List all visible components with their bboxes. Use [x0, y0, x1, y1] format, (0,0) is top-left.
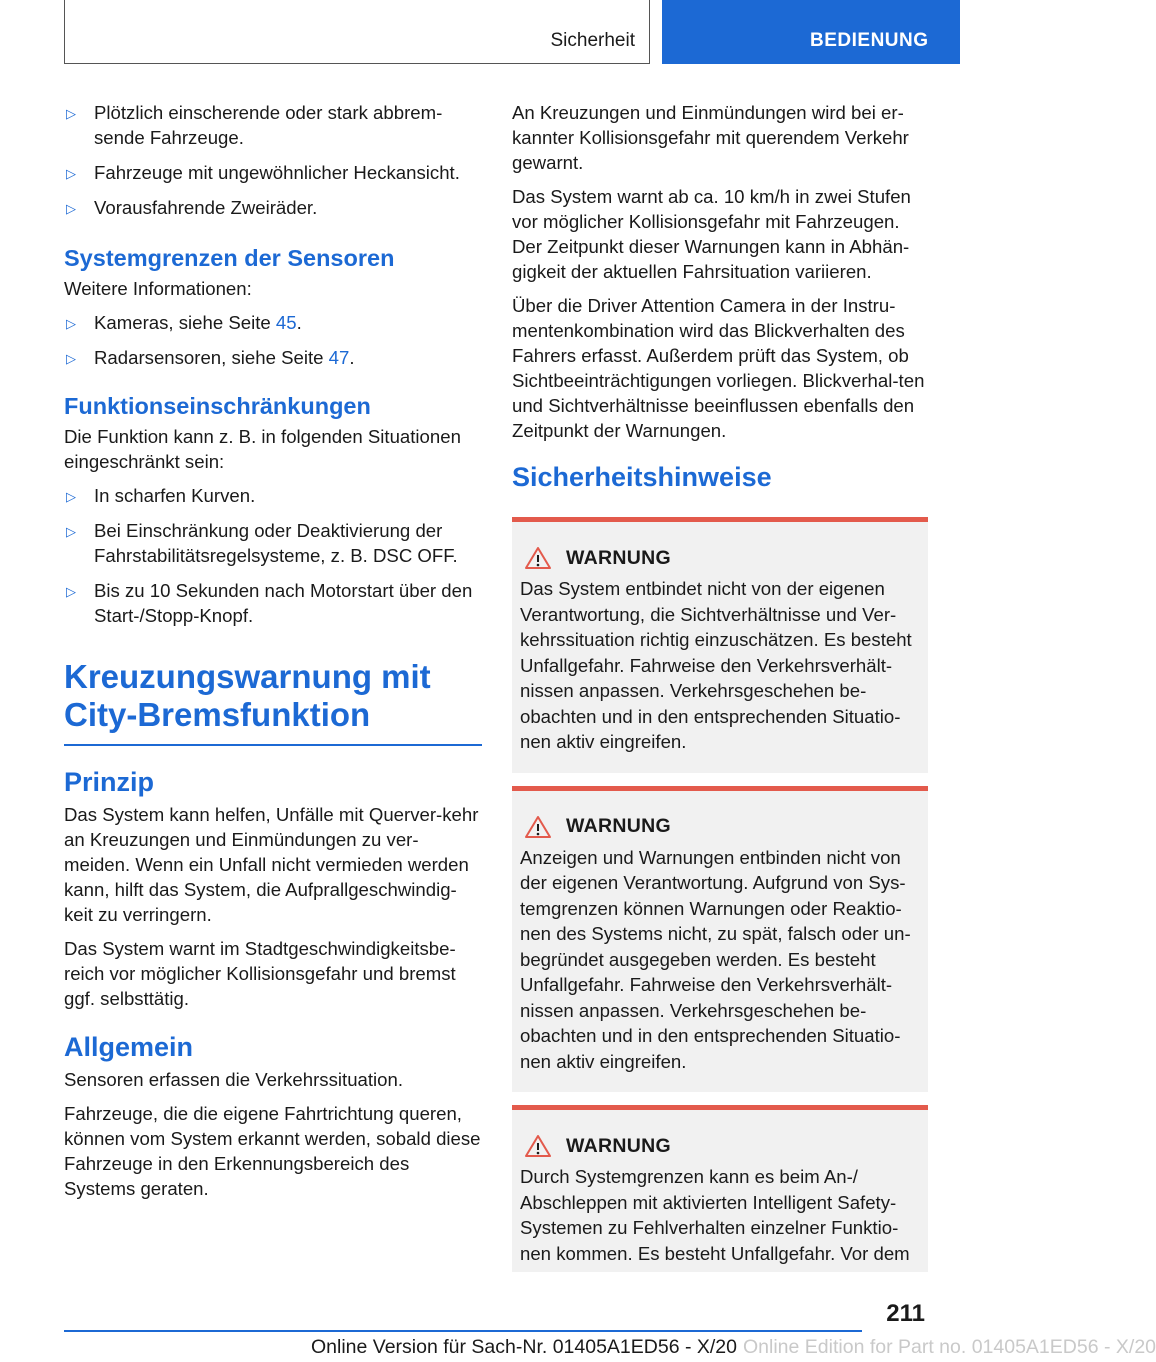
- warning-text: Durch Systemgrenzen kann es beim An-/ Abschleppen mit aktivierten Intelligent Safety-Systemen zu Fehlverhalten einzelner Funktio-nen kommen. Es besteht Unfallgefahr. Vor dem: [520, 1166, 910, 1264]
- list-item: ▷ Bis zu 10 Sekunden nach Motorstart über den Start-/Stopp-Knopf.: [66, 580, 473, 626]
- warning-box: [512, 517, 928, 773]
- page-link-45[interactable]: 45: [275, 312, 297, 333]
- list-item: ▷ Radarsensoren, siehe Seite 47.: [64, 345, 482, 370]
- warning-triangle-icon: [524, 815, 552, 839]
- page-number: 211: [886, 1300, 925, 1327]
- warning-box: [512, 786, 928, 1093]
- bullet-list-top: [64, 100, 482, 220]
- right-paragraph-3: Über die Driver Attention Camera in der Instru-mentenkombination wird das Blickverhalten des Fahrers erfasst. Außerdem prüft das System, ob Sichtbeeinträchtigungen vorliegen. Blickverhal-ten und Sichtverhältnisse beeinflussen ebenfalls den Zeitpunkt der Warnungen.: [512, 295, 925, 441]
- triangle-right-icon: ▷: [66, 166, 76, 181]
- heading-function-limits: Funktionseinschränkungen: [64, 393, 371, 419]
- section-title: Kreuzungswarnung mit City-Bremsfunktion: [64, 658, 482, 746]
- heading-safety: Sicherheitshinweise: [512, 462, 772, 492]
- triangle-right-icon: ▷: [66, 524, 76, 539]
- right-column: [512, 100, 928, 1285]
- warning-box: [512, 1105, 928, 1272]
- general-paragraph-2: Fahrzeuge, die die eigene Fahrtrichtung queren, können vom System erkannt werden, sobald diese Fahrzeuge in den Erkennungsbereich des Systems geraten.: [64, 1103, 481, 1199]
- warning-header: [520, 815, 920, 839]
- triangle-right-icon: ▷: [66, 584, 76, 599]
- bullet-list-sensors: [64, 310, 482, 370]
- warning-label: WARNUNG: [566, 815, 672, 837]
- footer-text: [311, 1336, 1156, 1359]
- warning-label: WARNUNG: [566, 546, 672, 569]
- list-item: ▷ Bei Einschränkung oder Deaktivierung der Fahrstabilitätsregelsysteme, z. B. DSC OFF.: [66, 520, 458, 566]
- list-item: ▷ Plötzlich einscherende oder stark abbrem-sende Fahrzeuge.: [66, 102, 443, 148]
- bullet-list-function: [64, 483, 482, 628]
- triangle-right-icon: ▷: [66, 351, 76, 366]
- triangle-right-icon: ▷: [66, 106, 76, 121]
- right-paragraph-2: Das System warnt ab ca. 10 km/h in zwei Stufen vor möglicher Kollisionsgefahr mit Fahrzeugen. Der Zeitpunkt dieser Warnungen kann in Abhän-gigkeit der aktuellen Fahrsituation variieren.: [512, 186, 911, 282]
- left-column: [64, 100, 482, 1210]
- header-section: [64, 0, 650, 64]
- list-item: ▷ Kameras, siehe Seite 45.: [64, 310, 482, 335]
- header-chapter-tab[interactable]: [662, 0, 960, 64]
- list-item: ▷ Vorausfahrende Zweiräder.: [64, 195, 482, 220]
- footer-divider: [64, 1330, 862, 1332]
- warning-label: WARNUNG: [566, 1134, 672, 1157]
- footer-online-version: Online Version für Sach-Nr. 01405A1ED56 - X/20: [311, 1336, 737, 1358]
- sensor-limits-intro: Weitere Informationen:: [64, 278, 252, 299]
- page-link-47[interactable]: 47: [328, 347, 350, 368]
- heading-general: Allgemein: [64, 1032, 194, 1062]
- warning-text: Das System entbindet nicht von der eigenen Verantwortung, die Sichtverhältnisse und Ver-kehrssituation richtig einzuschätzen. Es besteht Unfallgefahr. Fahrweise den Verkehrsverhält-nissen anpassen. Verkehrsgeschehen be-obachten und in den entsprechenden Situatio-nen aktiv eingreifen.: [520, 578, 912, 752]
- list-item: ▷ In scharfen Kurven.: [64, 483, 482, 508]
- triangle-right-icon: ▷: [66, 489, 76, 504]
- header-chapter-label: BEDIENUNG: [810, 30, 929, 51]
- principle-paragraph-1: Das System kann helfen, Unfälle mit Querver-kehr an Kreuzungen und Einmündungen zu ver-meiden. Wenn ein Unfall nicht vermieden werden kann, hilft das System, die Aufprallgeschwindig-keit zu verringern.: [64, 804, 479, 925]
- function-limits-intro: Die Funktion kann z. B. in folgenden Situationen eingeschränkt sein:: [64, 426, 461, 472]
- warning-triangle-icon: [524, 1134, 552, 1158]
- right-paragraph-1: An Kreuzungen und Einmündungen wird bei er-kannter Kollisionsgefahr mit querendem Verkehr gewarnt.: [512, 102, 909, 173]
- principle-paragraph-2: Das System warnt im Stadtgeschwindigkeitsbe-reich vor möglicher Kollisionsgefahr und bremst ggf. selbsttätig.: [64, 938, 456, 1009]
- warning-header: [520, 546, 920, 570]
- warning-text: Anzeigen und Warnungen entbinden nicht von der eigenen Verantwortung. Aufgrund von Sys-temgrenzen können Warnungen oder Reaktio-nen des Systems nicht, zu spät, falsch oder un-begründet ausgegeben werden. Es besteht Unfallgefahr. Fahrweise den Verkehrsverhält-nissen anpassen. Verkehrsgeschehen be-obachten und in den entsprechenden Situatio-nen aktiv eingreifen.: [520, 846, 911, 1072]
- heading-principle: Prinzip: [64, 767, 155, 797]
- footer-online-edition: Online Edition for Part no. 01405A1ED56 - X/20: [743, 1336, 1156, 1358]
- header-section-label: Sicherheit: [550, 30, 635, 51]
- warning-triangle-icon: [524, 546, 552, 570]
- heading-sensor-limits: Systemgrenzen der Sensoren: [64, 245, 395, 271]
- list-item: ▷ Fahrzeuge mit ungewöhnlicher Heckansicht.: [64, 160, 482, 185]
- triangle-right-icon: ▷: [66, 316, 76, 331]
- general-paragraph-1: Sensoren erfassen die Verkehrssituation.: [64, 1069, 404, 1090]
- triangle-right-icon: ▷: [66, 201, 76, 216]
- warning-header: [520, 1134, 920, 1158]
